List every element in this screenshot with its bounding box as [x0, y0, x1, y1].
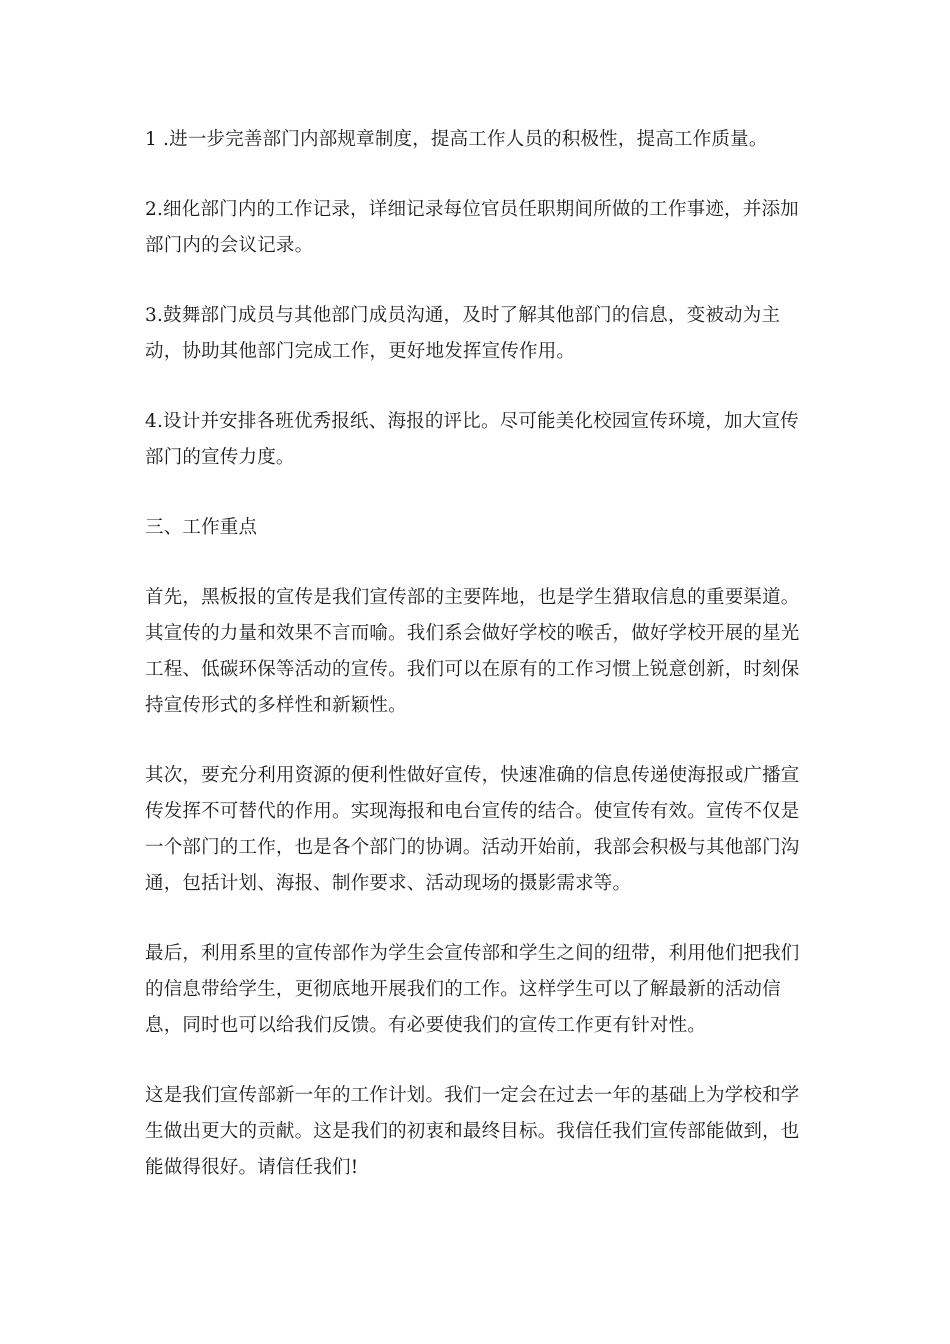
- document-body: [145, 122, 815, 1220]
- section-heading: 三、工作重点: [145, 517, 258, 538]
- paragraph-last: 最后，利用系里的宣传部作为学生会宣传部和学生之间的纽带，利用他们把我们的信息带给学生，更彻底地开展我们的工作。这样学生可以了解最新的活动信息，同时也可以给我们反馈。有必要使我们的宣传工作更有针对性。: [145, 943, 800, 1036]
- list-item-1: 1 .进一步完善部门内部规章制度，提高工作人员的积极性，提高工作质量。: [145, 129, 768, 150]
- paragraph-first: 首先，黑板报的宣传是我们宣传部的主要阵地，也是学生猎取信息的重要渠道。其宣传的力量和效果不言而喻。我们系会做好学校的喉舌，做好学校开展的星光工程、低碳环保等活动的宣传。我们可以在原有的工作习惯上锐意创新，时刻保持宣传形式的多样性和新颖性。: [145, 587, 800, 716]
- paragraph-closing: 这是我们宣传部新一年的工作计划。我们一定会在过去一年的基础上为学校和学生做出更大的贡献。这是我们的初衷和最终目标。我信任我们宣传部能做到，也能做得很好。请信任我们!: [145, 1085, 800, 1178]
- list-item-3: 3.鼓舞部门成员与其他部门成员沟通，及时了解其他部门的信息，变被动为主动，协助其他部门完成工作，更好地发挥宣传作用。: [145, 305, 781, 362]
- list-item-2: 2.细化部门内的工作记录，详细记录每位官员任职期间所做的工作事迹，并添加部门内的会议记录。: [145, 199, 799, 256]
- list-item-4: 4.设计并安排各班优秀报纸、海报的评比。尽可能美化校园宣传环境，加大宣传部门的宣传力度。: [145, 411, 799, 468]
- paragraph-second: 其次，要充分利用资源的便利性做好宣传，快速准确的信息传递使海报或广播宣传发挥不可替代的作用。实现海报和电台宣传的结合。使宣传有效。宣传不仅是一个部门的工作，也是各个部门的协调。活动开始前，我部会积极与其他部门沟通，包括计划、海报、制作要求、活动现场的摄影需求等。: [145, 765, 800, 894]
